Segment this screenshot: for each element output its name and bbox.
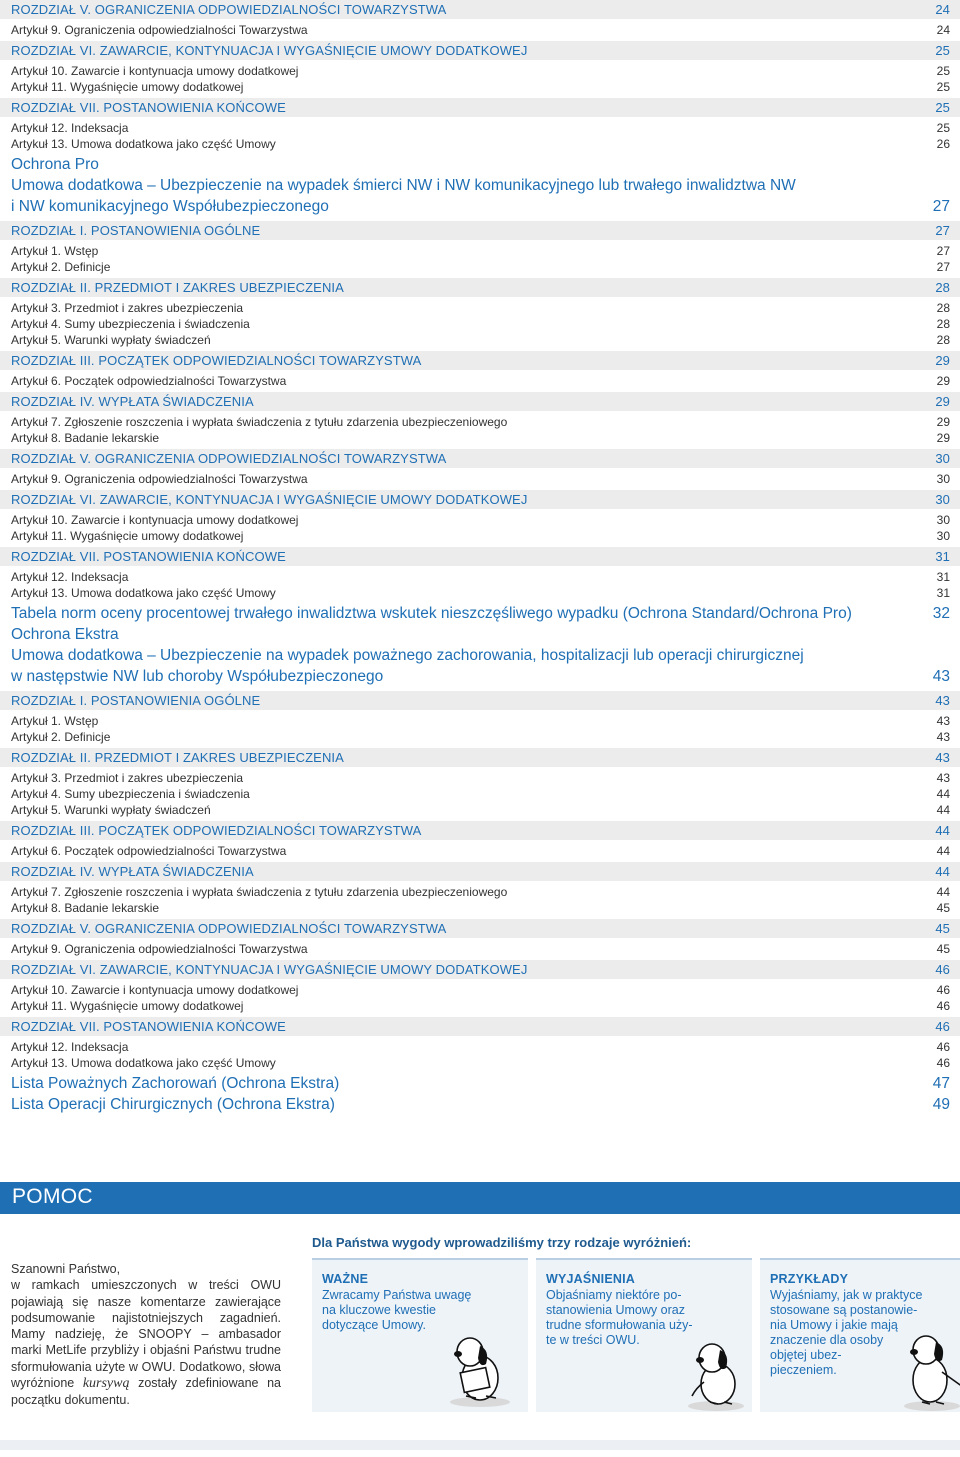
toc-entry-page: 25 <box>935 100 950 115</box>
toc-entry-label: Artykuł 5. Warunki wypłaty świadczeń <box>11 333 211 347</box>
toc-entry-page: 45 <box>936 901 950 915</box>
toc-section-row <box>0 155 960 176</box>
toc-entry-page: 31 <box>936 586 950 600</box>
toc-entry-page: 45 <box>936 942 950 956</box>
toc-entry-label: Lista Poważnych Zachorowań (Ochrona Ekstra) <box>11 1075 340 1092</box>
toc-entry-label: ROZDZIAŁ III. POCZĄTEK ODPOWIEDZIALNOŚCI TOWARZYSTWA <box>11 823 422 838</box>
toc-article-row <box>0 982 960 998</box>
toc-entry-label: Artykuł 7. Zgłoszenie roszczenia i wypłata świadczenia z tytułu zdarzenia ubezpieczeniowego <box>11 885 508 899</box>
toc-entry-label: Artykuł 8. Badanie lekarskie <box>11 901 160 915</box>
wazne-description: Zwracamy Państwa uwagę na kluczowe kwestie dotyczące Umowy. <box>322 1288 472 1332</box>
snoopy-explaining-icon <box>676 1336 752 1412</box>
toc-entry-label: Artykuł 11. Wygaśnięcie umowy dodatkowej <box>11 999 244 1013</box>
toc-entry-label: Ochrona Pro <box>11 156 99 173</box>
toc-section-row <box>0 604 960 625</box>
toc-entry-label: ROZDZIAŁ VII. POSTANOWIENIA KOŃCOWE <box>11 549 286 564</box>
toc-article-row <box>0 900 960 916</box>
toc-entry-page: 43 <box>936 714 950 728</box>
toc-entry-label: Artykuł 3. Przedmiot i zakres ubezpieczenia <box>11 771 244 785</box>
toc-entry-label: Artykuł 13. Umowa dodatkowa jako część Umowy <box>11 137 276 151</box>
toc-entry-page: 31 <box>936 570 950 584</box>
wazne-box <box>312 1258 528 1412</box>
toc-entry-page: 44 <box>936 803 950 817</box>
toc-article-row <box>0 843 960 859</box>
toc-chapter-row <box>0 821 960 840</box>
toc-entry-page: 47 <box>932 1075 950 1092</box>
toc-entry-label: Artykuł 2. Definicje <box>11 730 111 744</box>
toc-entry-page: 30 <box>936 529 950 543</box>
toc-article-row <box>0 136 960 152</box>
toc-chapter-row <box>0 351 960 370</box>
toc-entry-label: ROZDZIAŁ VII. POSTANOWIENIA KOŃCOWE <box>11 100 286 115</box>
toc-chapter-row <box>0 691 960 710</box>
toc-entry-label: ROZDZIAŁ II. PRZEDMIOT I ZAKRES UBEZPIECZENIA <box>11 750 344 765</box>
toc-entry-label: Tabela norm oceny procentowej trwałego inwalidztwa wskutek nieszczęśliwego wypadku (Ochrona Standard/Ochrona Pro) <box>11 605 852 622</box>
wazne-heading: WAŻNE <box>322 1272 369 1286</box>
toc-entry-page: 25 <box>936 121 950 135</box>
toc-entry-page: 25 <box>935 43 950 58</box>
toc-chapter-row <box>0 1017 960 1036</box>
toc-entry-page: 43 <box>935 750 950 765</box>
toc-entry-label: ROZDZIAŁ VII. POSTANOWIENIA KOŃCOWE <box>11 1019 286 1034</box>
toc-entry-page: 28 <box>936 333 950 347</box>
toc-article-row <box>0 770 960 786</box>
toc-article-row <box>0 332 960 348</box>
toc-entry-page: 46 <box>936 1040 950 1054</box>
toc-entry-page: 43 <box>932 668 950 685</box>
toc-entry-label: Artykuł 10. Zawarcie i kontynuacja umowy dodatkowej <box>11 513 299 527</box>
toc-article-row <box>0 259 960 275</box>
toc-article-row <box>0 471 960 487</box>
toc-entry-page: 46 <box>936 983 950 997</box>
intro-greeting: Szanowni Państwo, <box>11 1262 121 1276</box>
pomoc-banner <box>0 1182 960 1214</box>
toc-entry-label: Artykuł 9. Ograniczenia odpowiedzialności Towarzystwa <box>11 942 308 956</box>
toc-entry-label: Artykuł 2. Definicje <box>11 260 111 274</box>
toc-chapter-row <box>0 449 960 468</box>
toc-chapter-row <box>0 0 960 19</box>
toc-entry-label: ROZDZIAŁ V. OGRANICZENIA ODPOWIEDZIALNOŚCI TOWARZYSTWA <box>11 451 447 466</box>
toc-entry-label: Artykuł 1. Wstęp <box>11 714 99 728</box>
toc-entry-page: 44 <box>936 885 950 899</box>
toc-entry-label: Artykuł 12. Indeksacja <box>11 121 129 135</box>
toc-chapter-row <box>0 960 960 979</box>
toc-entry-label: ROZDZIAŁ I. POSTANOWIENIA OGÓLNE <box>11 693 261 708</box>
highlight-types-title: Dla Państwa wygody wprowadziliśmy trzy rodzaje wyróżnień: <box>312 1235 692 1250</box>
toc-article-row <box>0 786 960 802</box>
toc-entry-label: Artykuł 5. Warunki wypłaty świadczeń <box>11 803 211 817</box>
toc-entry-page: 30 <box>936 513 950 527</box>
toc-entry-page: 44 <box>936 787 950 801</box>
toc-entry-label: ROZDZIAŁ V. OGRANICZENIA ODPOWIEDZIALNOŚCI TOWARZYSTWA <box>11 921 447 936</box>
toc-entry-label: Artykuł 11. Wygaśnięcie umowy dodatkowej <box>11 529 244 543</box>
toc-entry-label: Artykuł 13. Umowa dodatkowa jako część Umowy <box>11 1056 276 1070</box>
toc-entry-label: ROZDZIAŁ VI. ZAWARCIE, KONTYNUACJA I WYGAŚNIĘCIE UMOWY DODATKOWEJ <box>11 43 528 58</box>
toc-article-row <box>0 373 960 389</box>
toc-entry-label: Lista Operacji Chirurgicznych (Ochrona Ekstra) <box>11 1096 335 1113</box>
toc-article-row <box>0 569 960 585</box>
wyjasnienia-heading: WYJAŚNIENIA <box>546 1272 636 1286</box>
toc-entry-page: 46 <box>936 1056 950 1070</box>
toc-entry-label: Artykuł 10. Zawarcie i kontynuacja umowy dodatkowej <box>11 64 299 78</box>
toc-article-row <box>0 430 960 446</box>
toc-entry-page: 44 <box>936 844 950 858</box>
intro-body: w ramkach umieszczonych w treści OWU pojawiają się nasze komentarze zawierające podsumowanie najistotniejszych zagadnień. Mamy nadzieję, że SNOOPY – ambasador marki MetLife przybliży i objaśni Państwu trudne sformułowania użyte w OWU. Dodatkowo, słowa wyróżnione kursywą zostały zdefiniowane na początku dokumentu. <box>11 1278 281 1408</box>
toc-entry-label: Artykuł 1. Wstęp <box>11 244 99 258</box>
toc-entry-page: 28 <box>936 317 950 331</box>
toc-chapter-row <box>0 41 960 60</box>
toc-entry-page: 27 <box>936 244 950 258</box>
toc-entry-page: 27 <box>935 223 950 238</box>
toc-entry-label: Artykuł 13. Umowa dodatkowa jako część Umowy <box>11 586 276 600</box>
toc-article-row <box>0 120 960 136</box>
toc-article-row <box>0 941 960 957</box>
przyklady-description: Wyjaśniamy, jak w praktyce stosowane są postanowie- nia Umowy i jakie mają znaczenie dla osoby objętej ubez- pieczeniem. <box>770 1288 923 1377</box>
toc-chapter-row <box>0 98 960 117</box>
toc-entry-label: ROZDZIAŁ IV. WYPŁATA ŚWIADCZENIA <box>11 394 254 409</box>
toc-chapter-row <box>0 221 960 240</box>
toc-entry-page: 24 <box>936 23 950 37</box>
toc-article-row <box>0 729 960 745</box>
toc-article-row <box>0 79 960 95</box>
toc-entry-page: 28 <box>935 280 950 295</box>
toc-entry-page: 46 <box>935 1019 950 1034</box>
toc-section-row <box>0 625 960 646</box>
bottom-band <box>0 1440 960 1450</box>
toc-section-row <box>0 1074 960 1095</box>
przyklady-box <box>760 1258 960 1412</box>
toc-chapter-row <box>0 748 960 767</box>
toc-article-row <box>0 414 960 430</box>
snoopy-reading-icon <box>442 1330 522 1410</box>
toc-entry-label: ROZDZIAŁ III. POCZĄTEK ODPOWIEDZIALNOŚCI TOWARZYSTWA <box>11 353 422 368</box>
toc-entry-label: Umowa dodatkowa – Ubezpieczenie na wypadek śmierci NW i NW komunikacyjnego lub trwałego inwalidztwa NW <box>11 177 796 194</box>
toc-entry-label: Artykuł 6. Początek odpowiedzialności Towarzystwa <box>11 374 287 388</box>
toc-entry-label: Artykuł 9. Ograniczenia odpowiedzialności Towarzystwa <box>11 23 308 37</box>
toc-chapter-row <box>0 862 960 881</box>
toc-article-row <box>0 713 960 729</box>
toc-entry-label: Artykuł 8. Badanie lekarskie <box>11 431 160 445</box>
toc-entry-label: Umowa dodatkowa – Ubezpieczenie na wypadek poważnego zachorowania, hospitalizacji lub operacji chirurgicznej <box>11 647 804 664</box>
toc-entry-page: 27 <box>936 260 950 274</box>
toc-entry-page: 44 <box>935 823 950 838</box>
toc-entry-page: 29 <box>935 353 950 368</box>
toc-article-row <box>0 802 960 818</box>
toc-entry-label: Artykuł 7. Zgłoszenie roszczenia i wypłata świadczenia z tytułu zdarzenia ubezpieczeniowego <box>11 415 508 429</box>
toc-entry-page: 29 <box>935 394 950 409</box>
toc-chapter-row <box>0 547 960 566</box>
toc-article-row <box>0 585 960 601</box>
wyjasnienia-description: Objaśniamy niektóre po- stanowienia Umowy oraz trudne sformułowania uży- te w treści OWU. <box>546 1288 693 1347</box>
toc-entry-page: 43 <box>936 730 950 744</box>
toc-entry-label: Artykuł 3. Przedmiot i zakres ubezpieczenia <box>11 301 244 315</box>
toc-entry-page: 29 <box>936 431 950 445</box>
toc-entry-page: 30 <box>935 451 950 466</box>
toc-article-row <box>0 300 960 316</box>
toc-chapter-row <box>0 392 960 411</box>
toc-article-row <box>0 512 960 528</box>
toc-entry-label: w następstwie NW lub choroby Współubezpieczonego <box>11 668 384 685</box>
toc-article-row <box>0 998 960 1014</box>
toc-chapter-row <box>0 278 960 297</box>
toc-article-row <box>0 63 960 79</box>
toc-entry-page: 49 <box>932 1096 950 1113</box>
toc-entry-label: ROZDZIAŁ VI. ZAWARCIE, KONTYNUACJA I WYGAŚNIĘCIE UMOWY DODATKOWEJ <box>11 492 528 507</box>
toc-entry-page: 44 <box>935 864 950 879</box>
toc-entry-label: ROZDZIAŁ I. POSTANOWIENIA OGÓLNE <box>11 223 261 238</box>
toc-entry-page: 43 <box>935 693 950 708</box>
toc-article-row <box>0 1055 960 1071</box>
toc-entry-label: Artykuł 10. Zawarcie i kontynuacja umowy dodatkowej <box>11 983 299 997</box>
toc-entry-label: Ochrona Ekstra <box>11 626 119 643</box>
toc-entry-page: 32 <box>932 605 950 622</box>
toc-article-row <box>0 316 960 332</box>
toc-entry-label: ROZDZIAŁ VI. ZAWARCIE, KONTYNUACJA I WYGAŚNIĘCIE UMOWY DODATKOWEJ <box>11 962 528 977</box>
toc-entry-page: 26 <box>936 137 950 151</box>
intro-text <box>11 1261 281 1409</box>
toc-entry-label: Artykuł 4. Sumy ubezpieczenia i świadczenia <box>11 317 250 331</box>
toc-section-row <box>0 1095 960 1116</box>
toc-entry-page: 31 <box>935 549 950 564</box>
toc-entry-page: 28 <box>936 301 950 315</box>
toc-section-row <box>0 646 960 667</box>
toc-chapter-row <box>0 490 960 509</box>
toc-article-row <box>0 528 960 544</box>
pomoc-title: POMOC <box>12 1185 93 1208</box>
toc-entry-label: Artykuł 11. Wygaśnięcie umowy dodatkowej <box>11 80 244 94</box>
toc-entry-label: ROZDZIAŁ II. PRZEDMIOT I ZAKRES UBEZPIECZENIA <box>11 280 344 295</box>
toc-entry-page: 30 <box>936 472 950 486</box>
przyklady-heading: PRZYKŁADY <box>770 1272 849 1286</box>
toc-entry-page: 29 <box>936 415 950 429</box>
toc-article-row <box>0 884 960 900</box>
toc-entry-page: 46 <box>936 999 950 1013</box>
toc-entry-label: Artykuł 6. Początek odpowiedzialności Towarzystwa <box>11 844 287 858</box>
toc-article-row <box>0 243 960 259</box>
toc-entry-label: ROZDZIAŁ IV. WYPŁATA ŚWIADCZENIA <box>11 864 254 879</box>
toc-entry-page: 45 <box>935 921 950 936</box>
toc-article-row <box>0 22 960 38</box>
toc-entry-page: 25 <box>936 64 950 78</box>
toc-entry-label: i NW komunikacyjnego Współubezpieczonego <box>11 198 329 215</box>
toc-entry-page: 25 <box>936 80 950 94</box>
toc-entry-page: 27 <box>932 198 950 215</box>
toc-entry-page: 46 <box>935 962 950 977</box>
wyjasnienia-box <box>536 1258 752 1412</box>
toc-entry-page: 30 <box>935 492 950 507</box>
toc-entry-label: Artykuł 12. Indeksacja <box>11 1040 129 1054</box>
toc-entry-page: 43 <box>936 771 950 785</box>
toc-entry-page: 24 <box>935 2 950 17</box>
toc-article-row <box>0 1039 960 1055</box>
toc-entry-page: 29 <box>936 374 950 388</box>
toc-chapter-row <box>0 919 960 938</box>
toc-entry-label: Artykuł 4. Sumy ubezpieczenia i świadczenia <box>11 787 250 801</box>
toc-section-row <box>0 667 960 688</box>
intro-italic-word: kursywą <box>82 1376 130 1392</box>
snoopy-pointer-icon <box>896 1326 960 1412</box>
toc-entry-label: Artykuł 12. Indeksacja <box>11 570 129 584</box>
toc-section-row <box>0 197 960 218</box>
toc-entry-label: ROZDZIAŁ V. OGRANICZENIA ODPOWIEDZIALNOŚCI TOWARZYSTWA <box>11 2 447 17</box>
toc-section-row <box>0 176 960 197</box>
toc-entry-label: Artykuł 9. Ograniczenia odpowiedzialności Towarzystwa <box>11 472 308 486</box>
